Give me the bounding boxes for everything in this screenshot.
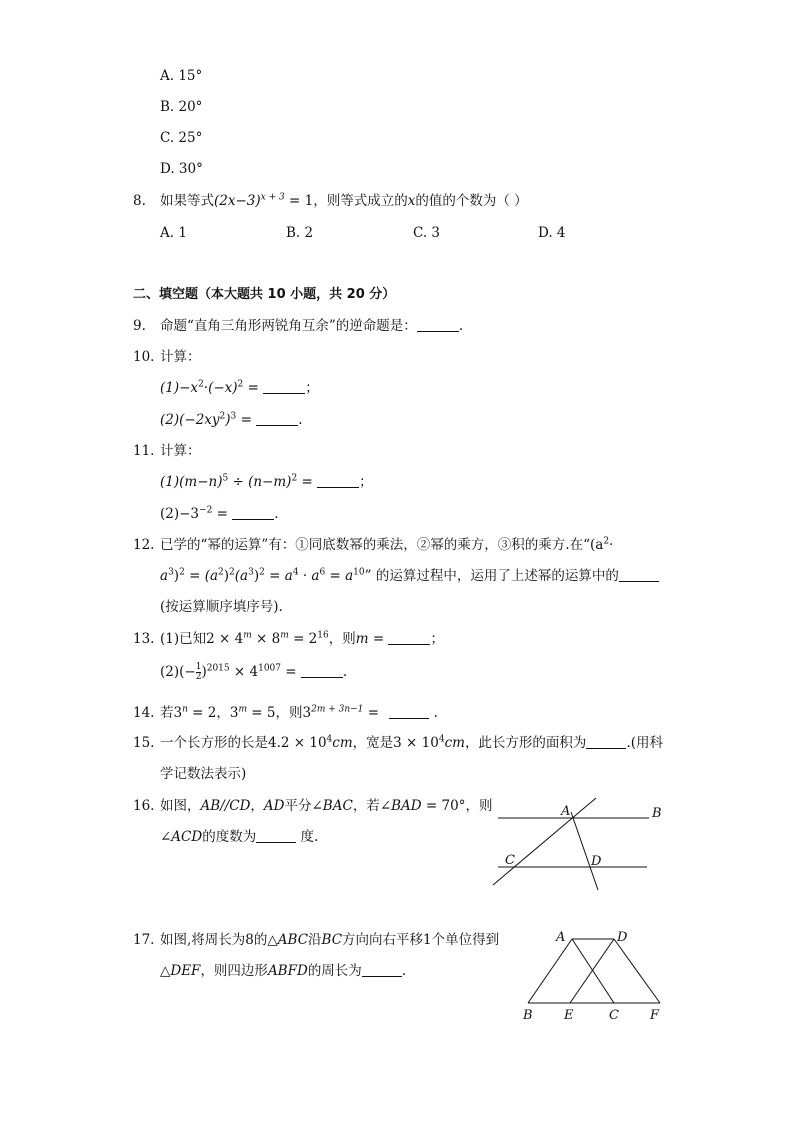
q16-pre: 如图， (160, 798, 201, 814)
label-b: B (523, 1008, 533, 1023)
q13-p2-b: ) (201, 664, 207, 680)
q17-tri2: △DEF (160, 963, 201, 979)
q15-exp2: 4 (438, 734, 445, 745)
label-d: D (617, 930, 628, 945)
q14-stem (160, 703, 438, 723)
q15-t2: ，宽是3 × 10 (352, 735, 439, 751)
q11-p2-exp: −2 (199, 505, 213, 516)
q16-ad: AD (263, 798, 285, 814)
q16-figure (485, 790, 670, 895)
q16-line1 (160, 796, 492, 816)
q12-number: 12. (133, 537, 155, 553)
label-c: C (609, 1008, 619, 1023)
q8-option-d: D. 4 (538, 225, 566, 241)
q15-line1 (160, 733, 663, 753)
q13-p1-c: = 2 (288, 631, 318, 647)
q17-pre: 如图,将周长为8的 (160, 932, 268, 948)
q17-number: 17. (133, 932, 155, 948)
q15-answer-blank[interactable] (586, 734, 626, 749)
q16-bac: ∠BAC (311, 798, 353, 814)
q15-unit1: cm (332, 735, 353, 751)
q16-t5: = 70°，则 (421, 798, 493, 814)
q16-line2 (160, 827, 318, 847)
q8-equals: = 1，则等式成立的 (284, 193, 408, 209)
line-ad (571, 812, 598, 890)
q8-exponent: x + 3 (260, 192, 285, 203)
q10-number: 10. (133, 349, 155, 365)
q7-option-a: A. 15° (160, 68, 203, 84)
q16-t4: ，若 (352, 798, 380, 814)
label-a: A (556, 930, 566, 945)
q12-expr-h: · a (298, 568, 320, 584)
q14-t4: = (363, 705, 384, 721)
q17-line2-c: 的周长为 (307, 963, 362, 979)
q10-p2-blank[interactable] (256, 411, 298, 426)
q8-equation: (2x−3) (214, 193, 261, 209)
q13-frac-den: 2 (195, 672, 202, 682)
q14-t3: = 5，则3 (247, 705, 312, 721)
q10-p1-mid: ·(−x) (203, 380, 238, 396)
q12-expr-d: ) (223, 568, 230, 584)
q11-part1: $(1)(m-n)^5 \div (n-m)^2$ = ； (160, 473, 373, 490)
q15-unit2: cm (444, 735, 465, 751)
q14-answer-blank[interactable] (389, 704, 429, 719)
q13-part1: (1)已知$2 \times 4^m \times 8^m = 2^{16}$，则m = ； (160, 630, 444, 647)
line-df-side (614, 939, 660, 1003)
q15-number: 15. (133, 735, 155, 751)
q13-p2-tail: . (342, 664, 348, 680)
q17-c: 方向向右平移1个单位得到 (342, 932, 500, 948)
q13-p1-blank[interactable] (388, 630, 430, 645)
q16-line2-post: 的度数为 (202, 829, 257, 845)
q17-tri: △ABC (267, 932, 309, 948)
q12-answer-blank[interactable] (619, 567, 659, 582)
q13-p1-end: = (368, 631, 389, 647)
line-ac (493, 798, 596, 885)
q16-acd: ∠ACD (160, 829, 203, 845)
q9-stem (160, 316, 463, 336)
q13-p2-pre: (2)(− (160, 664, 196, 680)
line-ab-side (528, 939, 572, 1003)
q11-p1-mid: ÷ (n−m) (228, 474, 292, 490)
q11-p1-pre: (1)(m−n) (160, 474, 223, 490)
q11-part2 (160, 504, 279, 524)
q11-p1-end: = (297, 474, 318, 490)
q17-line2-b: ，则四边形 (200, 963, 268, 979)
q12-expr-f: ) (253, 568, 260, 584)
q16-t3: 平分 (284, 798, 312, 814)
q13-p1-var: m (355, 631, 369, 647)
q13-p1-tail: ； (430, 631, 444, 647)
q12-line2-text: ” 的运算过程中，运用了上述幂的运算中的 (364, 568, 619, 584)
q17-line2 (160, 961, 406, 981)
q10-part2: $(2)(-2xy^2)^3$ = . (160, 411, 303, 428)
q11-p1-blank[interactable] (317, 473, 359, 488)
q13-p1-pre: (1)已知2 × 4 (160, 631, 244, 647)
q16-t2: ， (250, 798, 264, 814)
q17-b: 沿 (308, 932, 322, 948)
q9-end: . (458, 318, 464, 334)
q10-p1-pre: (1)−x (160, 380, 199, 396)
q16-number: 16. (133, 798, 155, 814)
label-d: D (591, 854, 602, 869)
q9-number: 9. (133, 318, 146, 334)
q8-option-c: C. 3 (413, 225, 441, 241)
q12-expr-c: = (a (184, 568, 219, 584)
q14-tail: . (429, 705, 438, 721)
q7-option-c: C. 25° (160, 130, 203, 146)
q8-var: x (407, 193, 416, 209)
q10-p1-end: = (243, 380, 264, 396)
q10-p2-end: = (236, 412, 257, 428)
q12-line1-tail: · (609, 537, 614, 553)
q11-p2-blank[interactable] (232, 505, 274, 520)
q14-number: 14. (133, 705, 155, 721)
q14-exp-n: n (182, 704, 188, 715)
q12-expr-g: = a (264, 568, 293, 584)
q8-number: 8. (133, 193, 146, 209)
q11-p2-pre: (2)−3 (160, 506, 200, 522)
q8-stem (160, 191, 528, 211)
q16-bad: ∠BAD (379, 798, 422, 814)
q12-line1: 已学的“幂的运算”有：①同底数幂的乘法，②幂的乘方，③积的乘方.在“($a^2\cdot$ (160, 536, 614, 553)
q11-p1-tail: ； (359, 474, 373, 490)
q8-stem-pre: 如果等式 (160, 193, 214, 209)
q17-figure (515, 925, 675, 1025)
q9-text: 命题“直角三角形两锐角互余”的逆命题是： (160, 318, 417, 334)
label-e: E (564, 1008, 574, 1023)
q8-stem-post: 的值的个数为（ ） (415, 193, 528, 209)
q13-p2-c: × 4 (229, 664, 259, 680)
q7-option-b: B. 20° (160, 99, 203, 115)
section-title: 二、填空题（本大题共 10 小题，共 20 分） (133, 287, 396, 302)
q16-line2-tail: 度. (296, 829, 319, 845)
q10-part1: $(1)-x^2\cdot(-x)^2$ = ； (160, 379, 319, 396)
q14-exp-big: 2m + 3n−1 (311, 704, 364, 715)
q13-p1-d: ，则 (328, 631, 356, 647)
q11-label: 计算： (160, 443, 201, 459)
q15-exp1: 4 (326, 734, 333, 745)
q16-answer-blank[interactable] (256, 828, 296, 843)
q10-p1-tail: ； (305, 380, 319, 396)
q13-p1-b: × 8 (251, 631, 281, 647)
q12-line2: $a^3)^2 = (a^2)^2(a^3)^2 = a^4 \cdot a^6 = a^{10}$” 的运算过程中，运用了上述幂的运算中的 (160, 566, 659, 586)
q12-line3: (按运算顺序填序号). (160, 599, 283, 615)
q12-expr-b: ) (173, 568, 180, 584)
q17-line2-tail: . (401, 963, 407, 979)
q14-t2: = 2，3 (187, 705, 239, 721)
q11-number: 11. (133, 443, 155, 459)
q9-answer-blank[interactable] (417, 317, 459, 332)
q11-p2-end: = (212, 506, 233, 522)
q7-option-d: D. 30° (160, 161, 203, 177)
q10-p2-tail: . (298, 412, 303, 428)
q12-expr-e: (a (234, 568, 249, 584)
q15-line2: 学记数法表示) (160, 766, 247, 782)
q13-part2 (160, 662, 347, 682)
q12-line1-text: 已学的“幂的运算”有：①同底数幂的乘法，②幂的乘方，③积的乘方.在“(a (160, 537, 604, 553)
q8-option-a: A. 1 (160, 225, 187, 241)
q17-bc: BC (321, 932, 343, 948)
q12-expr-a: a (160, 568, 169, 584)
q13-frac-num: 1 (195, 662, 202, 672)
q14-pre: 若3 (160, 705, 183, 721)
q10-label: 计算： (160, 349, 201, 365)
q13-p2-exp1: 2015 (206, 663, 230, 674)
q8-option-b: B. 2 (286, 225, 314, 241)
q13-p2-end: = (281, 664, 301, 680)
label-c: C (505, 853, 515, 868)
q14-exp-m: m (238, 704, 248, 715)
q13-p2-blank[interactable] (301, 663, 343, 678)
q13-number: 13. (133, 631, 155, 647)
q15-pre: 一个长方形的长是4.2 × 10 (160, 735, 327, 751)
q10-p2-pre: (2)(−2xy (160, 412, 220, 428)
label-b: B (652, 806, 662, 821)
q16-ab: AB//CD (200, 798, 251, 814)
q17-quad: ABFD (267, 963, 308, 979)
q15-t4: .(用科 (626, 735, 663, 751)
q10-p2-mid: ) (225, 412, 231, 428)
label-a: A (561, 804, 571, 819)
q10-p1-blank[interactable] (263, 379, 305, 394)
q17-answer-blank[interactable] (362, 962, 402, 977)
q17-line1 (160, 930, 499, 950)
label-f: F (650, 1008, 660, 1023)
q15-t3: ，此长方形的面积为 (464, 735, 587, 751)
q13-p2-exp2: 1007 (258, 663, 282, 674)
q11-p2-tail: . (274, 506, 279, 522)
q12-expr-i: = a (325, 568, 354, 584)
